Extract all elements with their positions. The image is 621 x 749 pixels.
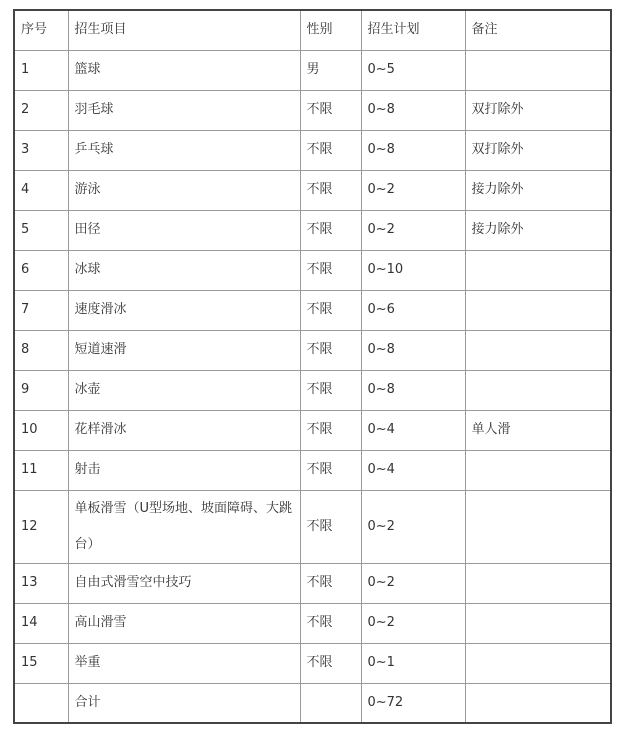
cell-no: 12 bbox=[14, 490, 68, 563]
cell-note bbox=[465, 683, 611, 723]
cell-total-label: 合计 bbox=[68, 683, 300, 723]
cell-project: 高山滑雪 bbox=[68, 603, 300, 643]
table-row bbox=[14, 603, 611, 643]
cell-plan: 0~8 bbox=[361, 130, 465, 170]
recruitment-table-container bbox=[13, 9, 612, 724]
cell-note bbox=[465, 50, 611, 90]
table-row bbox=[14, 563, 611, 603]
cell-gender: 不限 bbox=[300, 90, 361, 130]
cell-plan: 0~2 bbox=[361, 210, 465, 250]
cell-note: 双打除外 bbox=[465, 90, 611, 130]
cell-no: 7 bbox=[14, 290, 68, 330]
cell-note: 单人滑 bbox=[465, 410, 611, 450]
cell-no: 5 bbox=[14, 210, 68, 250]
cell-note bbox=[465, 450, 611, 490]
cell-project: 乒乓球 bbox=[68, 130, 300, 170]
cell-note bbox=[465, 563, 611, 603]
cell-gender: 不限 bbox=[300, 330, 361, 370]
cell-gender: 不限 bbox=[300, 370, 361, 410]
cell-gender: 男 bbox=[300, 50, 361, 90]
cell-no: 13 bbox=[14, 563, 68, 603]
cell-project: 单板滑雪（U型场地、坡面障碍、大跳台） bbox=[68, 490, 300, 563]
cell-plan: 0~1 bbox=[361, 643, 465, 683]
header-plan: 招生计划 bbox=[361, 10, 465, 50]
header-gender: 性别 bbox=[300, 10, 361, 50]
cell-plan: 0~2 bbox=[361, 603, 465, 643]
header-no: 序号 bbox=[14, 10, 68, 50]
cell-note bbox=[465, 250, 611, 290]
cell-project: 篮球 bbox=[68, 50, 300, 90]
table-row bbox=[14, 170, 611, 210]
cell-plan: 0~4 bbox=[361, 450, 465, 490]
table-row bbox=[14, 210, 611, 250]
table-row bbox=[14, 643, 611, 683]
cell-note: 接力除外 bbox=[465, 210, 611, 250]
cell-gender: 不限 bbox=[300, 130, 361, 170]
recruitment-table bbox=[13, 9, 612, 724]
cell-plan: 0~2 bbox=[361, 170, 465, 210]
header-project: 招生项目 bbox=[68, 10, 300, 50]
cell-no: 4 bbox=[14, 170, 68, 210]
cell-no bbox=[14, 683, 68, 723]
cell-gender: 不限 bbox=[300, 170, 361, 210]
cell-plan: 0~8 bbox=[361, 370, 465, 410]
cell-note bbox=[465, 490, 611, 563]
cell-gender: 不限 bbox=[300, 410, 361, 450]
cell-project: 速度滑冰 bbox=[68, 290, 300, 330]
cell-gender: 不限 bbox=[300, 490, 361, 563]
cell-no: 15 bbox=[14, 643, 68, 683]
table-row bbox=[14, 250, 611, 290]
table-row bbox=[14, 330, 611, 370]
cell-note: 双打除外 bbox=[465, 130, 611, 170]
cell-note bbox=[465, 643, 611, 683]
cell-project: 游泳 bbox=[68, 170, 300, 210]
cell-project: 自由式滑雪空中技巧 bbox=[68, 563, 300, 603]
cell-plan: 0~4 bbox=[361, 410, 465, 450]
cell-gender: 不限 bbox=[300, 250, 361, 290]
cell-no: 3 bbox=[14, 130, 68, 170]
cell-no: 6 bbox=[14, 250, 68, 290]
table-row bbox=[14, 90, 611, 130]
cell-project: 花样滑冰 bbox=[68, 410, 300, 450]
table-row bbox=[14, 490, 611, 563]
cell-note: 接力除外 bbox=[465, 170, 611, 210]
cell-no: 14 bbox=[14, 603, 68, 643]
cell-plan: 0~8 bbox=[361, 90, 465, 130]
table-total-row bbox=[14, 683, 611, 723]
cell-project: 羽毛球 bbox=[68, 90, 300, 130]
cell-gender: 不限 bbox=[300, 450, 361, 490]
cell-project: 冰球 bbox=[68, 250, 300, 290]
cell-no: 10 bbox=[14, 410, 68, 450]
cell-note bbox=[465, 370, 611, 410]
cell-plan: 0~2 bbox=[361, 563, 465, 603]
cell-gender: 不限 bbox=[300, 603, 361, 643]
cell-project: 短道速滑 bbox=[68, 330, 300, 370]
cell-no: 1 bbox=[14, 50, 68, 90]
cell-plan: 0~8 bbox=[361, 330, 465, 370]
table-row bbox=[14, 290, 611, 330]
table-row bbox=[14, 50, 611, 90]
cell-note bbox=[465, 330, 611, 370]
cell-no: 11 bbox=[14, 450, 68, 490]
cell-plan: 0~2 bbox=[361, 490, 465, 563]
cell-plan: 0~5 bbox=[361, 50, 465, 90]
cell-project: 射击 bbox=[68, 450, 300, 490]
table-row bbox=[14, 370, 611, 410]
cell-note bbox=[465, 603, 611, 643]
cell-plan: 0~6 bbox=[361, 290, 465, 330]
cell-no: 2 bbox=[14, 90, 68, 130]
cell-project: 田径 bbox=[68, 210, 300, 250]
cell-gender: 不限 bbox=[300, 210, 361, 250]
cell-plan: 0~10 bbox=[361, 250, 465, 290]
header-note: 备注 bbox=[465, 10, 611, 50]
table-row bbox=[14, 410, 611, 450]
cell-total-plan: 0~72 bbox=[361, 683, 465, 723]
cell-no: 9 bbox=[14, 370, 68, 410]
table-row bbox=[14, 450, 611, 490]
cell-gender: 不限 bbox=[300, 290, 361, 330]
cell-gender: 不限 bbox=[300, 643, 361, 683]
cell-project: 举重 bbox=[68, 643, 300, 683]
cell-no: 8 bbox=[14, 330, 68, 370]
table-header-row bbox=[14, 10, 611, 50]
cell-project: 冰壶 bbox=[68, 370, 300, 410]
table-row bbox=[14, 130, 611, 170]
cell-note bbox=[465, 290, 611, 330]
cell-gender bbox=[300, 683, 361, 723]
cell-gender: 不限 bbox=[300, 563, 361, 603]
